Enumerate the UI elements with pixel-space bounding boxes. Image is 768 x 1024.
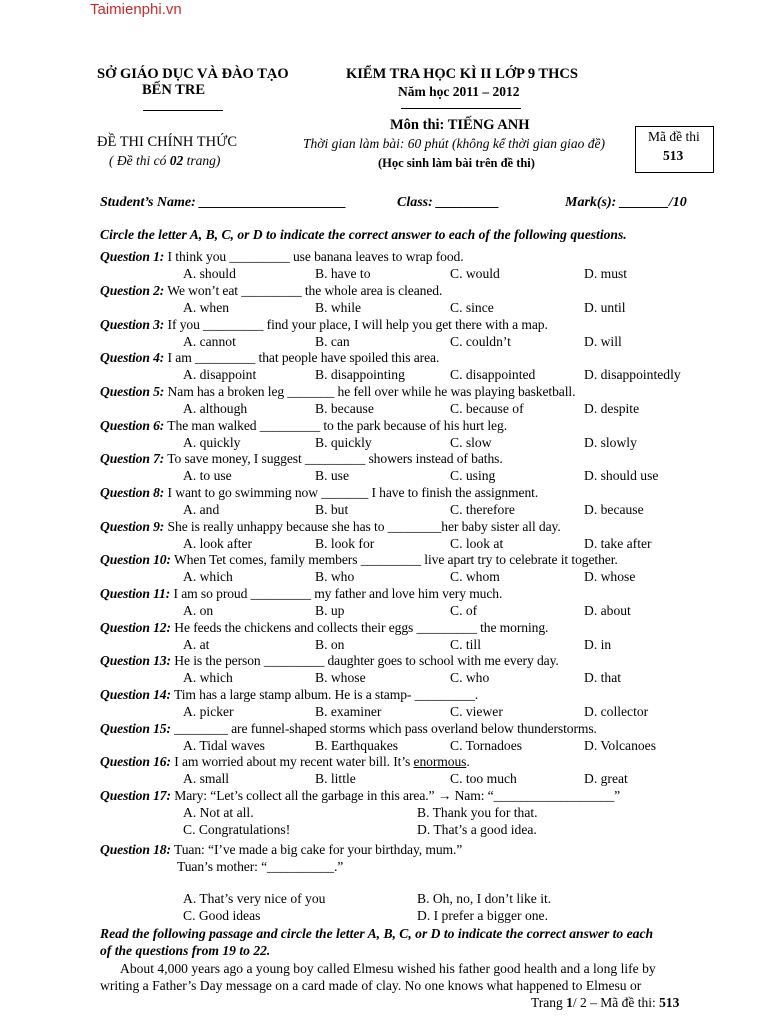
answer-option[interactable]: D. I prefer a bigger one.: [417, 908, 548, 923]
answer-option[interactable]: C. who: [450, 670, 490, 685]
question-text: To save money, I suggest _________ showers instead of baths.: [167, 451, 503, 466]
answer-option[interactable]: D. slowly: [584, 435, 637, 450]
question-line: [100, 842, 462, 858]
underlined-word: enormous: [413, 754, 467, 769]
watermark-logo: Taimienphi.vn: [90, 1, 182, 18]
question-text: She is really unhappy because she has to ________her baby sister all day.: [167, 519, 561, 534]
question-text: I am so proud _________ my father and love him very much.: [173, 586, 503, 601]
question-label: Question 13:: [100, 653, 171, 668]
answer-option[interactable]: A. Not at all.: [183, 805, 254, 820]
question-line: [100, 552, 618, 568]
answer-option[interactable]: B. examiner: [315, 704, 382, 719]
question-label: Question 17:: [100, 788, 171, 803]
answer-option[interactable]: B. up: [315, 603, 345, 618]
question-text: He is the person _________ daughter goes to school with me every day.: [174, 653, 559, 668]
answer-option[interactable]: C. Good ideas: [183, 908, 261, 923]
answer-option[interactable]: A. when: [183, 300, 230, 315]
question-text: We won’t eat _________ the whole area is cleaned.: [167, 283, 443, 298]
answer-option[interactable]: C. Congratulations!: [183, 822, 291, 837]
answer-option[interactable]: B. quickly: [315, 435, 372, 450]
question-text: Tim has a large stamp album. He is a stamp- _________.: [174, 687, 479, 702]
answer-option[interactable]: B. while: [315, 300, 362, 315]
passage-line: writing a Father’s Day message on a card made of clay. No one knows what happened to Elmesu or: [100, 978, 642, 993]
answer-option[interactable]: B. whose: [315, 670, 366, 685]
question-text: I think you _________ use banana leaves to wrap food.: [167, 249, 464, 264]
page-footer: Trang 1/ 2 – Mã đề thi: 513: [531, 995, 680, 1010]
answer-option[interactable]: D. great: [584, 771, 628, 786]
question-text: If you _________ find your place, I will help you get there with a map.: [167, 317, 548, 332]
question-label: Question 2:: [100, 283, 165, 298]
answer-option[interactable]: B. have to: [315, 266, 371, 281]
question-label: Question 9:: [100, 519, 165, 534]
answer-option[interactable]: B. disappointing: [315, 367, 405, 382]
question-label: Question 10:: [100, 552, 171, 567]
answer-option[interactable]: D. collector: [584, 704, 649, 719]
answer-option[interactable]: D. in: [584, 637, 612, 652]
title-underline: [401, 108, 521, 109]
answer-option[interactable]: C. of: [450, 603, 478, 618]
answer-option[interactable]: B. but: [315, 502, 349, 517]
question-line: [100, 788, 620, 804]
question-line: [100, 586, 502, 602]
answer-option[interactable]: B. can: [315, 334, 350, 349]
answer-option[interactable]: A. although: [183, 401, 248, 416]
question-line: [100, 485, 538, 501]
exam-code-label: Mã đề thi: [648, 129, 700, 144]
answer-option[interactable]: B. little: [315, 771, 356, 786]
answer-option[interactable]: B. use: [315, 468, 349, 483]
answer-option[interactable]: D. Volcanoes: [584, 738, 656, 753]
instructions-part1: Circle the letter A, B, C, or D to indicate the correct answer to each of the following questions.: [100, 227, 627, 242]
question-text: I am _________ that people have spoiled this area.: [167, 350, 440, 365]
answer-option[interactable]: D. should use: [584, 468, 659, 483]
dept-line1: SỞ GIÁO DỤC VÀ ĐÀO TẠO: [97, 66, 289, 82]
question-label: Question 16:: [100, 754, 171, 769]
answer-option[interactable]: D. because: [584, 502, 644, 517]
answer-option[interactable]: D. disappointedly: [584, 367, 681, 382]
exam-title: KIỂM TRA HỌC KÌ II LỚP 9 THCS: [346, 66, 578, 82]
exam-code-box: [635, 126, 714, 173]
answer-option[interactable]: C. couldn’t: [450, 334, 511, 349]
answer-option[interactable]: C. would: [450, 266, 500, 281]
answer-option[interactable]: B. Thank you for that.: [417, 805, 538, 820]
answer-option[interactable]: A. That’s very nice of you: [183, 891, 326, 906]
answer-option[interactable]: A. small: [183, 771, 230, 786]
question-text: Nam has a broken leg _______ he fell over while he was playing basketball.: [167, 384, 576, 399]
answer-option[interactable]: D. until: [584, 300, 626, 315]
question-line: [100, 754, 470, 770]
question-label: Question 1:: [100, 249, 165, 264]
question-line: [100, 418, 507, 434]
answer-option[interactable]: D. despite: [584, 401, 640, 416]
answer-option[interactable]: B. look for: [315, 536, 375, 551]
answer-option[interactable]: B. because: [315, 401, 374, 416]
answer-option[interactable]: A. on: [183, 603, 214, 618]
question-label: Question 7:: [100, 451, 165, 466]
question-text: I want to go swimming now _______ I have to finish the assignment.: [167, 485, 539, 500]
answer-option[interactable]: A. to use: [183, 468, 232, 483]
answer-option[interactable]: A. which: [183, 670, 233, 685]
answer-option[interactable]: A. quickly: [183, 435, 241, 450]
answer-option[interactable]: A. picker: [183, 704, 234, 719]
answer-option[interactable]: B. who: [315, 569, 355, 584]
class-field: Class: _________: [397, 195, 500, 210]
student-name-field: Student’s Name: _____________________: [100, 195, 347, 210]
question-label: Question 12:: [100, 620, 171, 635]
answer-option[interactable]: D. That’s a good idea.: [417, 822, 537, 837]
answer-option[interactable]: A. cannot: [183, 334, 236, 349]
official-label: ĐỀ THI CHÍNH THỨC: [97, 134, 238, 150]
exam-code-value: 513: [663, 148, 684, 163]
question-text: When Tet comes, family members _________ live apart try to celebrate it together.: [174, 552, 618, 567]
question-label: Question 11:: [100, 586, 171, 601]
question-text: He feeds the chickens and collects their eggs _________ the morning.: [174, 620, 549, 635]
subject: Môn thi: TIẾNG ANH: [390, 117, 530, 133]
passage-line: About 4,000 years ago a young boy called Elmesu wished his father good health and a long life by: [120, 961, 656, 976]
school-year: Năm học 2011 – 2012: [398, 84, 520, 99]
question-text: The man walked _________ to the park because of his hurt leg.: [167, 418, 507, 433]
question-line: [100, 350, 439, 366]
duration: Thời gian làm bài: 60 phút (không kể thời gian giao đề): [303, 136, 606, 151]
dept-line2: BẾN TRE: [142, 82, 205, 98]
question-line: [100, 249, 464, 265]
question-label: Question 5:: [100, 384, 165, 399]
answer-option[interactable]: C. viewer: [450, 704, 503, 719]
answer-option[interactable]: A. Tidal waves: [183, 738, 265, 753]
question-label: Question 14:: [100, 687, 171, 702]
answer-option[interactable]: D. about: [584, 603, 631, 618]
exam-note: (Học sinh làm bài trên đề thi): [378, 156, 535, 170]
question-line: [100, 519, 561, 535]
question-text: I am worried about my recent water bill. It’s: [174, 754, 414, 769]
answer-option[interactable]: A. at: [183, 637, 210, 652]
question-label: Question 8:: [100, 485, 165, 500]
answer-option[interactable]: C. using: [450, 468, 496, 483]
answer-option[interactable]: C. too much: [450, 771, 517, 786]
answer-option[interactable]: C. because of: [450, 401, 524, 416]
answer-option[interactable]: C. Tornadoes: [450, 738, 523, 753]
question-text: Tuan: “I’ve made a big cake for your birthday, mum.”: [174, 842, 463, 857]
answer-option[interactable]: B. Oh, no, I don’t like it.: [417, 891, 552, 906]
question-text: .: [466, 754, 470, 769]
answer-option[interactable]: A. disappoint: [183, 367, 257, 382]
question-label: Question 18:: [100, 842, 171, 857]
question-line: [100, 620, 548, 636]
pages-note: ( Đề thi có 02 trang): [109, 153, 221, 168]
answer-option[interactable]: D. that: [584, 670, 621, 685]
answer-option[interactable]: C. slow: [450, 435, 492, 450]
question-label: Question 3:: [100, 317, 165, 332]
question-line: [100, 451, 503, 467]
question-label: Question 15:: [100, 721, 171, 736]
question-text: ________ are funnel-shaped storms which pass overland below thunderstorms.: [174, 721, 597, 736]
answer-option[interactable]: A. which: [183, 569, 233, 584]
question-line: [100, 721, 597, 737]
answer-option[interactable]: C. till: [450, 637, 481, 652]
instructions-part2-line1: Read the following passage and circle the letter A, B, C, or D to indicate the correct answer to each: [100, 926, 654, 941]
question-text-line2: Tuan’s mother: “__________.”: [177, 859, 344, 874]
question-label: Question 4:: [100, 350, 165, 365]
question-text: Mary: “Let’s collect all the garbage in this area.” → Nam: “__________________”: [174, 788, 621, 803]
question-label: Question 6:: [100, 418, 165, 433]
instructions-part2-line2: of the questions from 19 to 22.: [100, 943, 271, 958]
answer-option[interactable]: C. disappointed: [450, 367, 536, 382]
answer-option[interactable]: D. take after: [584, 536, 652, 551]
answer-option[interactable]: C. whom: [450, 569, 500, 584]
answer-option[interactable]: A. and: [183, 502, 220, 517]
answer-option[interactable]: C. since: [450, 300, 494, 315]
question-line: [100, 384, 575, 400]
answer-option[interactable]: C. therefore: [450, 502, 515, 517]
answer-option[interactable]: D. whose: [584, 569, 636, 584]
dept-underline: [143, 110, 223, 111]
question-line: [100, 317, 548, 333]
question-line: [100, 653, 559, 669]
mark-field: Mark(s): _______/10: [565, 195, 687, 210]
answer-option[interactable]: A. should: [183, 266, 236, 281]
answer-option[interactable]: A. look after: [183, 536, 253, 551]
answer-option[interactable]: C. look at: [450, 536, 504, 551]
answer-option[interactable]: B. on: [315, 637, 345, 652]
answer-option[interactable]: D. must: [584, 266, 628, 281]
question-line: [100, 687, 478, 703]
answer-option[interactable]: D. will: [584, 334, 622, 349]
question-line: [100, 283, 442, 299]
answer-option[interactable]: B. Earthquakes: [315, 738, 399, 753]
